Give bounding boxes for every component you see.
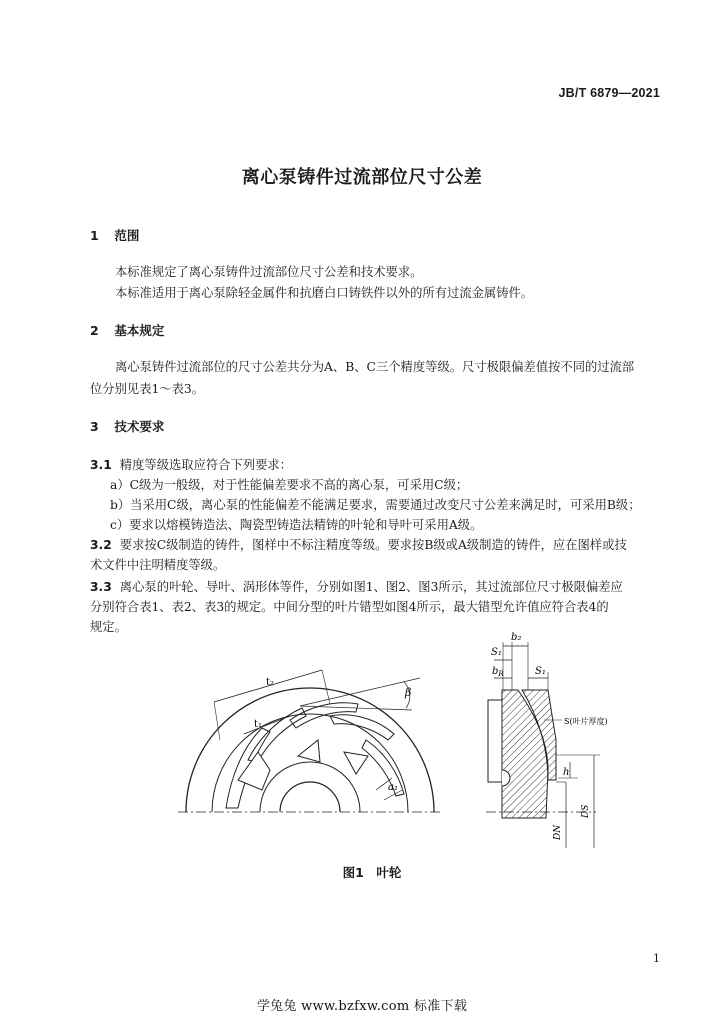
list-item-c: c）要求以熔模铸造法、陶瓷型铸造法精铸的叶轮和导叶可采用A级。	[110, 518, 483, 532]
label-S1-top: S₁	[491, 647, 502, 658]
label-t1: t₁	[254, 719, 263, 730]
clause-number: 3.3	[90, 580, 112, 594]
section-number: 1	[90, 228, 99, 243]
section-title: 技术要求	[114, 419, 165, 434]
label-beta: β	[405, 686, 412, 699]
clause-continuation: 术文件中注明精度等级。	[90, 558, 226, 572]
clause-number: 3.2	[90, 538, 112, 552]
clause-continuation: 规定。	[90, 620, 127, 634]
clause-number: 3.1	[90, 458, 112, 472]
impeller-front-view	[178, 670, 440, 812]
paragraph: 位分别见表1～表3。	[90, 382, 205, 396]
label-bR: $b_R$	[492, 666, 504, 678]
page-number: 1	[653, 952, 660, 965]
paragraph: 离心泵铸件过流部位的尺寸公差共分为A、B、C三个精度等级。尺寸极限偏差值按不同的过流部	[115, 360, 635, 374]
label-DS: DS	[581, 804, 591, 818]
label-b2: b₂	[511, 632, 522, 643]
label-DN: DN	[553, 824, 563, 840]
footer-watermark: 学兔兔 www.bzfxw.com 标准下载	[256, 999, 468, 1014]
clause-text: 离心泵的叶轮、导叶、涡形体等件，分别如图1、图2、图3所示，其过流部位尺寸极限偏差应	[119, 580, 623, 594]
figure-caption: 图1 叶轮	[342, 865, 402, 880]
label-a1: a₁	[388, 782, 398, 793]
label-t2: t₂	[266, 677, 275, 688]
section-number: 2	[90, 323, 99, 338]
list-item-a: a）C级为一般级，对于性能偏差要求不高的离心泵，可采用C级；	[110, 478, 469, 492]
paragraph: 本标准适用于离心泵除轻金属件和抗磨白口铸铁件以外的所有过流金属铸件。	[115, 286, 534, 300]
clause-continuation: 分别符合表1、表2、表3的规定。中间分型的叶片错型如图4所示，最大错型允许值应符合表4的	[90, 600, 609, 614]
paragraph: 本标准规定了离心泵铸件过流部位尺寸公差和技术要求。	[115, 265, 423, 279]
document-code: JB/T 6879—2021	[558, 86, 660, 100]
section-title: 基本规定	[114, 323, 165, 338]
section-title: 范围	[114, 228, 140, 243]
label-S1-right: S₁	[535, 666, 546, 677]
clause-text: 要求按C级制造的铸件，图样中不标注精度等级。要求按B级或A级制造的铸件，应在图样或技	[119, 538, 627, 552]
label-h: h	[563, 767, 570, 778]
section-number: 3	[90, 419, 99, 434]
clause-text: 精度等级选取应符合下列要求：	[119, 458, 292, 472]
label-S-blade-thickness: S(叶片厚度)	[564, 717, 608, 726]
list-item-b: b）当采用C级，离心泵的性能偏差不能满足要求，需要通过改变尺寸公差来满足时，可采用B级；	[110, 498, 641, 512]
document-title: 离心泵铸件过流部位尺寸公差	[241, 167, 483, 188]
